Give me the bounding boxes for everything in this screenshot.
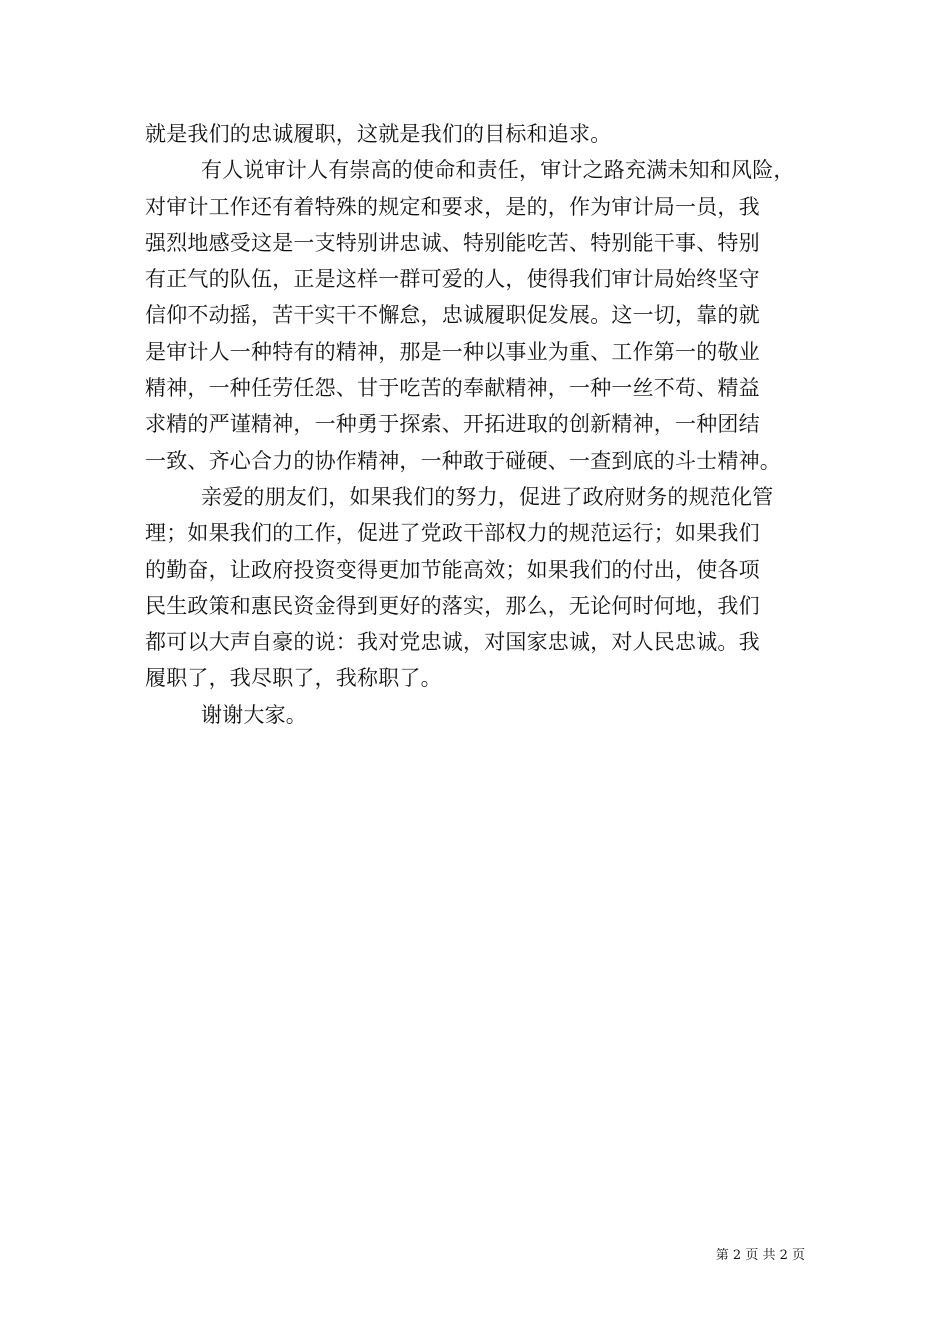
text-line: 就是我们的忠诚履职，这就是我们的目标和追求。 <box>145 122 612 146</box>
text-line: 都可以大声自豪的说：我对党忠诚，对国家忠诚，对人民忠诚。我 <box>145 630 760 655</box>
paragraph-start-line: 有人说审计人有崇高的使命和责任，审计之路充满未知和风险， <box>201 158 795 183</box>
text-line: 对审计工作还有着特殊的规定和要求，是的，作为审计局一员，我 <box>145 194 760 219</box>
text-line: 一致、齐心合力的协作精神，一种敢于碰硬、一查到底的斗士精神。 <box>145 448 781 473</box>
paragraph-start-line: 亲爱的朋友们，如果我们的努力，促进了政府财务的规范化管 <box>201 484 774 509</box>
text-line: 信仰不动摇，苦干实干不懈怠，忠诚履职促发展。这一切，靠的就 <box>145 303 760 328</box>
closing-line: 谢谢大家。 <box>201 702 307 727</box>
text-line: 强烈地感受这是一支特别讲忠诚、特别能吃苦、特别能干事、特别 <box>145 230 760 255</box>
text-line: 理；如果我们的工作，促进了党政干部权力的规范运行；如果我们 <box>145 521 760 546</box>
document-body <box>145 116 815 733</box>
text-line: 履职了，我尽职了，我称职了。 <box>145 666 442 691</box>
page-number-footer: 第 2 页 共 2 页 <box>715 1248 805 1263</box>
text-line: 的勤奋，让政府投资变得更加节能高效；如果我们的付出，使各项 <box>145 557 760 582</box>
text-line: 是审计人一种特有的精神，那是一种以事业为重、工作第一的敬业 <box>145 339 760 364</box>
text-line: 求精的严谨精神，一种勇于探索、开拓进取的创新精神，一种团结 <box>145 412 760 437</box>
text-line: 精神，一种任劳任怨、甘于吃苦的奉献精神，一种一丝不苟、精益 <box>145 376 760 401</box>
text-line: 有正气的队伍，正是这样一群可爱的人，使得我们审计局始终坚守 <box>145 267 760 292</box>
text-line: 民生政策和惠民资金得到更好的落实，那么，无论何时何地，我们 <box>145 593 760 618</box>
